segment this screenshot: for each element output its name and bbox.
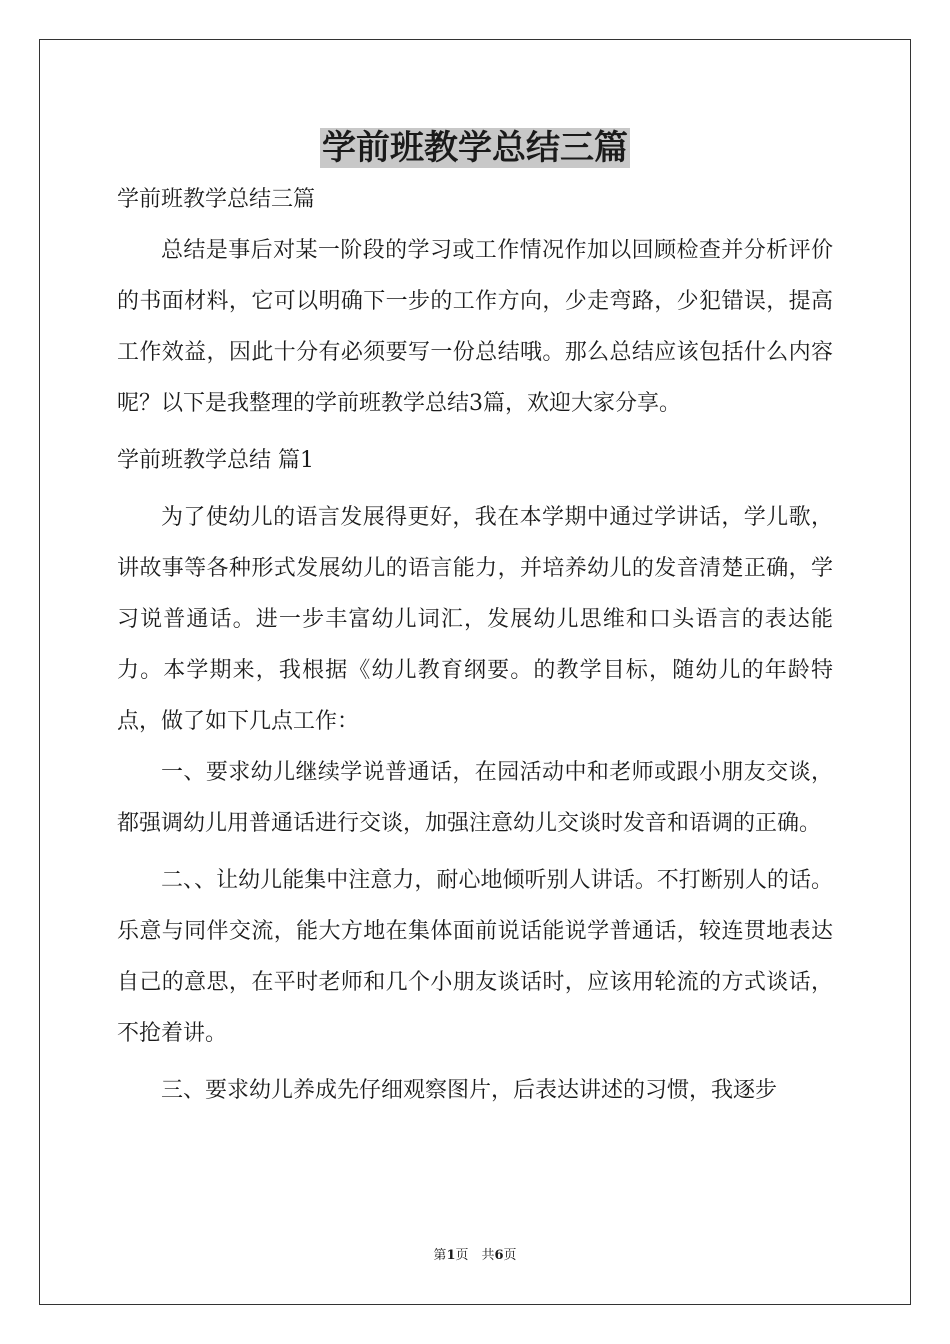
footer-page-total: 6	[494, 1248, 504, 1263]
document-body	[117, 174, 833, 1116]
section-heading: 学前班教学总结 篇1	[117, 448, 314, 473]
subtitle-line: 学前班教学总结三篇	[117, 187, 316, 212]
document-title	[0, 124, 950, 172]
body-paragraph: 为了使幼儿的语言发展得更好，我在本学期中通过学讲话，学儿歌，讲故事等各种形式发展幼儿的语言能力，并培养幼儿的发音清楚正确，学习说普通话。进一步丰富幼儿词汇，发展幼儿思维和口头语言的表达能力。本学期来，我根据《幼儿教育纲要。的教学目标，随幼儿的年龄特点，做了如下几点工作：	[117, 505, 833, 734]
document-title-text: 学前班教学总结三篇	[322, 128, 628, 168]
footer-page-suffix: 页	[503, 1248, 517, 1263]
footer-page-current: 1	[446, 1248, 456, 1263]
page-footer	[0, 1247, 950, 1265]
body-paragraph: 一、要求幼儿继续学说普通话，在园活动中和老师或跟小朋友交谈，都强调幼儿用普通话进行交谈，加强注意幼儿交谈时发音和语调的正确。	[117, 760, 833, 836]
body-paragraph: 三、要求幼儿养成先仔细观察图片，后表达讲述的习惯，我逐步	[161, 1078, 778, 1103]
footer-page-mid: 页 共	[455, 1248, 495, 1263]
footer-page-prefix: 第	[433, 1248, 447, 1263]
body-paragraph: 二、、让幼儿能集中注意力，耐心地倾听别人讲话。不打断别人的话。乐意与同伴交流，能大方地在集体面前说话能说学普通话，较连贯地表达自己的意思，在平时老师和几个小朋友谈话时，应该用轮流的方式谈话，不抢着讲。	[117, 868, 833, 1046]
intro-paragraph: 总结是事后对某一阶段的学习或工作情况作加以回顾检查并分析评价的书面材料，它可以明确下一步的工作方向，少走弯路，少犯错误，提高工作效益，因此十分有必须要写一份总结哦。那么总结应该包括什么内容呢？以下是我整理的学前班教学总结3篇，欢迎大家分享。	[117, 238, 833, 416]
